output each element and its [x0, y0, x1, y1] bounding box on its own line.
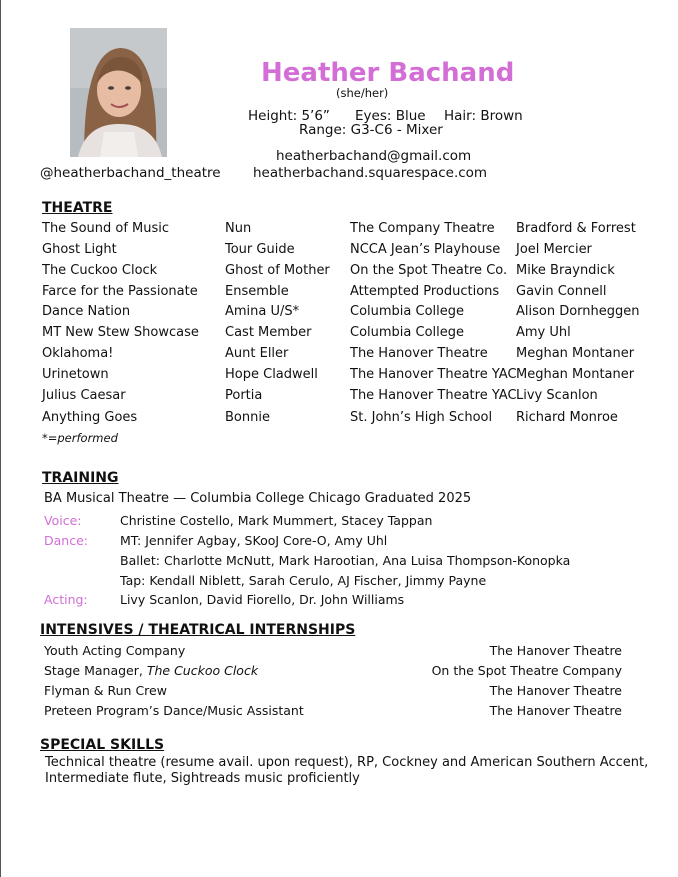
intensive-role: Preteen Program’s Dance/Music Assistant: [44, 703, 304, 718]
show-title: Urinetown: [42, 367, 109, 382]
email-link[interactable]: heatherbachand@gmail.com: [276, 148, 472, 164]
venue: St. John’s High School: [350, 410, 493, 425]
voice-teachers: Christine Costello, Mark Mummert, Stacey Tappan: [120, 513, 433, 528]
show-title: Oklahoma!: [42, 346, 114, 361]
hair-info: Hair: Brown: [444, 108, 523, 124]
theatre-heading: THEATRE: [42, 200, 113, 216]
website-link[interactable]: heatherbachand.squarespace.com: [253, 165, 488, 181]
show-title: Julius Caesar: [42, 388, 126, 403]
show-title: The Cuckoo Clock: [42, 263, 158, 278]
venue: The Hanover Theatre YAC: [350, 388, 517, 403]
training-heading: TRAINING: [42, 470, 119, 486]
role: Hope Cladwell: [225, 367, 318, 382]
skills-heading: SPECIAL SKILLS: [40, 737, 165, 753]
height-info: Height: 5’6”: [248, 108, 330, 124]
director: Richard Monroe: [516, 410, 618, 425]
venue: The Hanover Theatre YAC: [350, 367, 517, 382]
director: Meghan Montaner: [516, 367, 635, 382]
show-title: MT New Stew Showcase: [42, 325, 199, 340]
venue: Columbia College: [350, 325, 465, 340]
intensive-venue: On the Spot Theatre Company: [431, 663, 622, 678]
director: Alison Dornheggen: [516, 304, 640, 319]
intensive-venue: The Hanover Theatre: [489, 683, 622, 698]
skills-line-2: Intermediate flute, Sightreads music proficiently: [45, 771, 360, 786]
show-title: Anything Goes: [42, 410, 138, 425]
performer-name: Heather Bachand: [261, 58, 515, 88]
acting-label: Acting:: [44, 592, 88, 607]
venue: NCCA Jean’s Playhouse: [350, 242, 501, 257]
pronouns: (she/her): [336, 86, 389, 100]
venue: The Hanover Theatre: [350, 346, 488, 361]
director: Amy Uhl: [516, 325, 571, 340]
role: Aunt Eller: [225, 346, 289, 361]
skills-line-1: Technical theatre (resume avail. upon request), RP, Cockney and American Southern Accent,: [45, 755, 649, 770]
show-title: Farce for the Passionate: [42, 284, 198, 299]
social-handle[interactable]: @heatherbachand_theatre: [40, 165, 221, 181]
role: Amina U/S*: [225, 304, 300, 319]
role: Ghost of Mother: [225, 263, 330, 278]
director: Mike Brayndick: [516, 263, 615, 278]
dance-label: Dance:: [44, 533, 88, 548]
venue: Attempted Productions: [350, 284, 500, 299]
director: Bradford & Forrest: [516, 221, 636, 236]
headshot-photo: [70, 28, 167, 157]
role: Nun: [225, 221, 252, 236]
performed-footnote: *=performed: [42, 431, 118, 445]
show-title: Ghost Light: [42, 242, 117, 257]
venue: On the Spot Theatre Co.: [350, 263, 508, 278]
role: Bonnie: [225, 410, 270, 425]
page-edge: [0, 0, 1, 877]
intensive-role-text: Stage Manager,: [44, 663, 147, 678]
intensive-show-title: The Cuckoo Clock: [146, 663, 259, 678]
intensive-role: Flyman & Run Crew: [44, 683, 167, 698]
venue: The Company Theatre: [350, 221, 495, 236]
role: Tour Guide: [225, 242, 295, 257]
vocal-range: Range: G3-C6 - Mixer: [299, 122, 443, 138]
director: Joel Mercier: [516, 242, 592, 257]
role: Portia: [225, 388, 263, 403]
show-title: The Sound of Music: [42, 221, 170, 236]
voice-label: Voice:: [44, 513, 82, 528]
role: Ensemble: [225, 284, 289, 299]
director: Gavin Connell: [516, 284, 607, 299]
dance-tap-teachers: Tap: Kendall Niblett, Sarah Cerulo, AJ Fischer, Jimmy Payne: [120, 573, 487, 588]
director: Meghan Montaner: [516, 346, 635, 361]
director: Livy Scanlon: [516, 388, 598, 403]
intensive-venue: The Hanover Theatre: [489, 643, 622, 658]
intensives-heading: INTENSIVES / THEATRICAL INTERNSHIPS: [40, 622, 356, 638]
role: Cast Member: [225, 325, 312, 340]
venue: Columbia College: [350, 304, 465, 319]
intensive-role: Youth Acting Company: [44, 643, 186, 658]
dance-mt-teachers: MT: Jennifer Agbay, SKooJ Core-O, Amy Uhl: [120, 533, 388, 548]
show-title: Dance Nation: [42, 304, 131, 319]
intensive-role: [44, 663, 258, 678]
acting-teachers: Livy Scanlon, David Fiorello, Dr. John Williams: [120, 592, 405, 607]
intensive-venue: The Hanover Theatre: [489, 703, 622, 718]
degree: BA Musical Theatre — Columbia College Chicago Graduated 2025: [44, 491, 472, 506]
eyes-info: Eyes: Blue: [355, 108, 426, 124]
dance-ballet-teachers: Ballet: Charlotte McNutt, Mark Harootian, Ana Luisa Thompson-Konopka: [120, 553, 571, 568]
